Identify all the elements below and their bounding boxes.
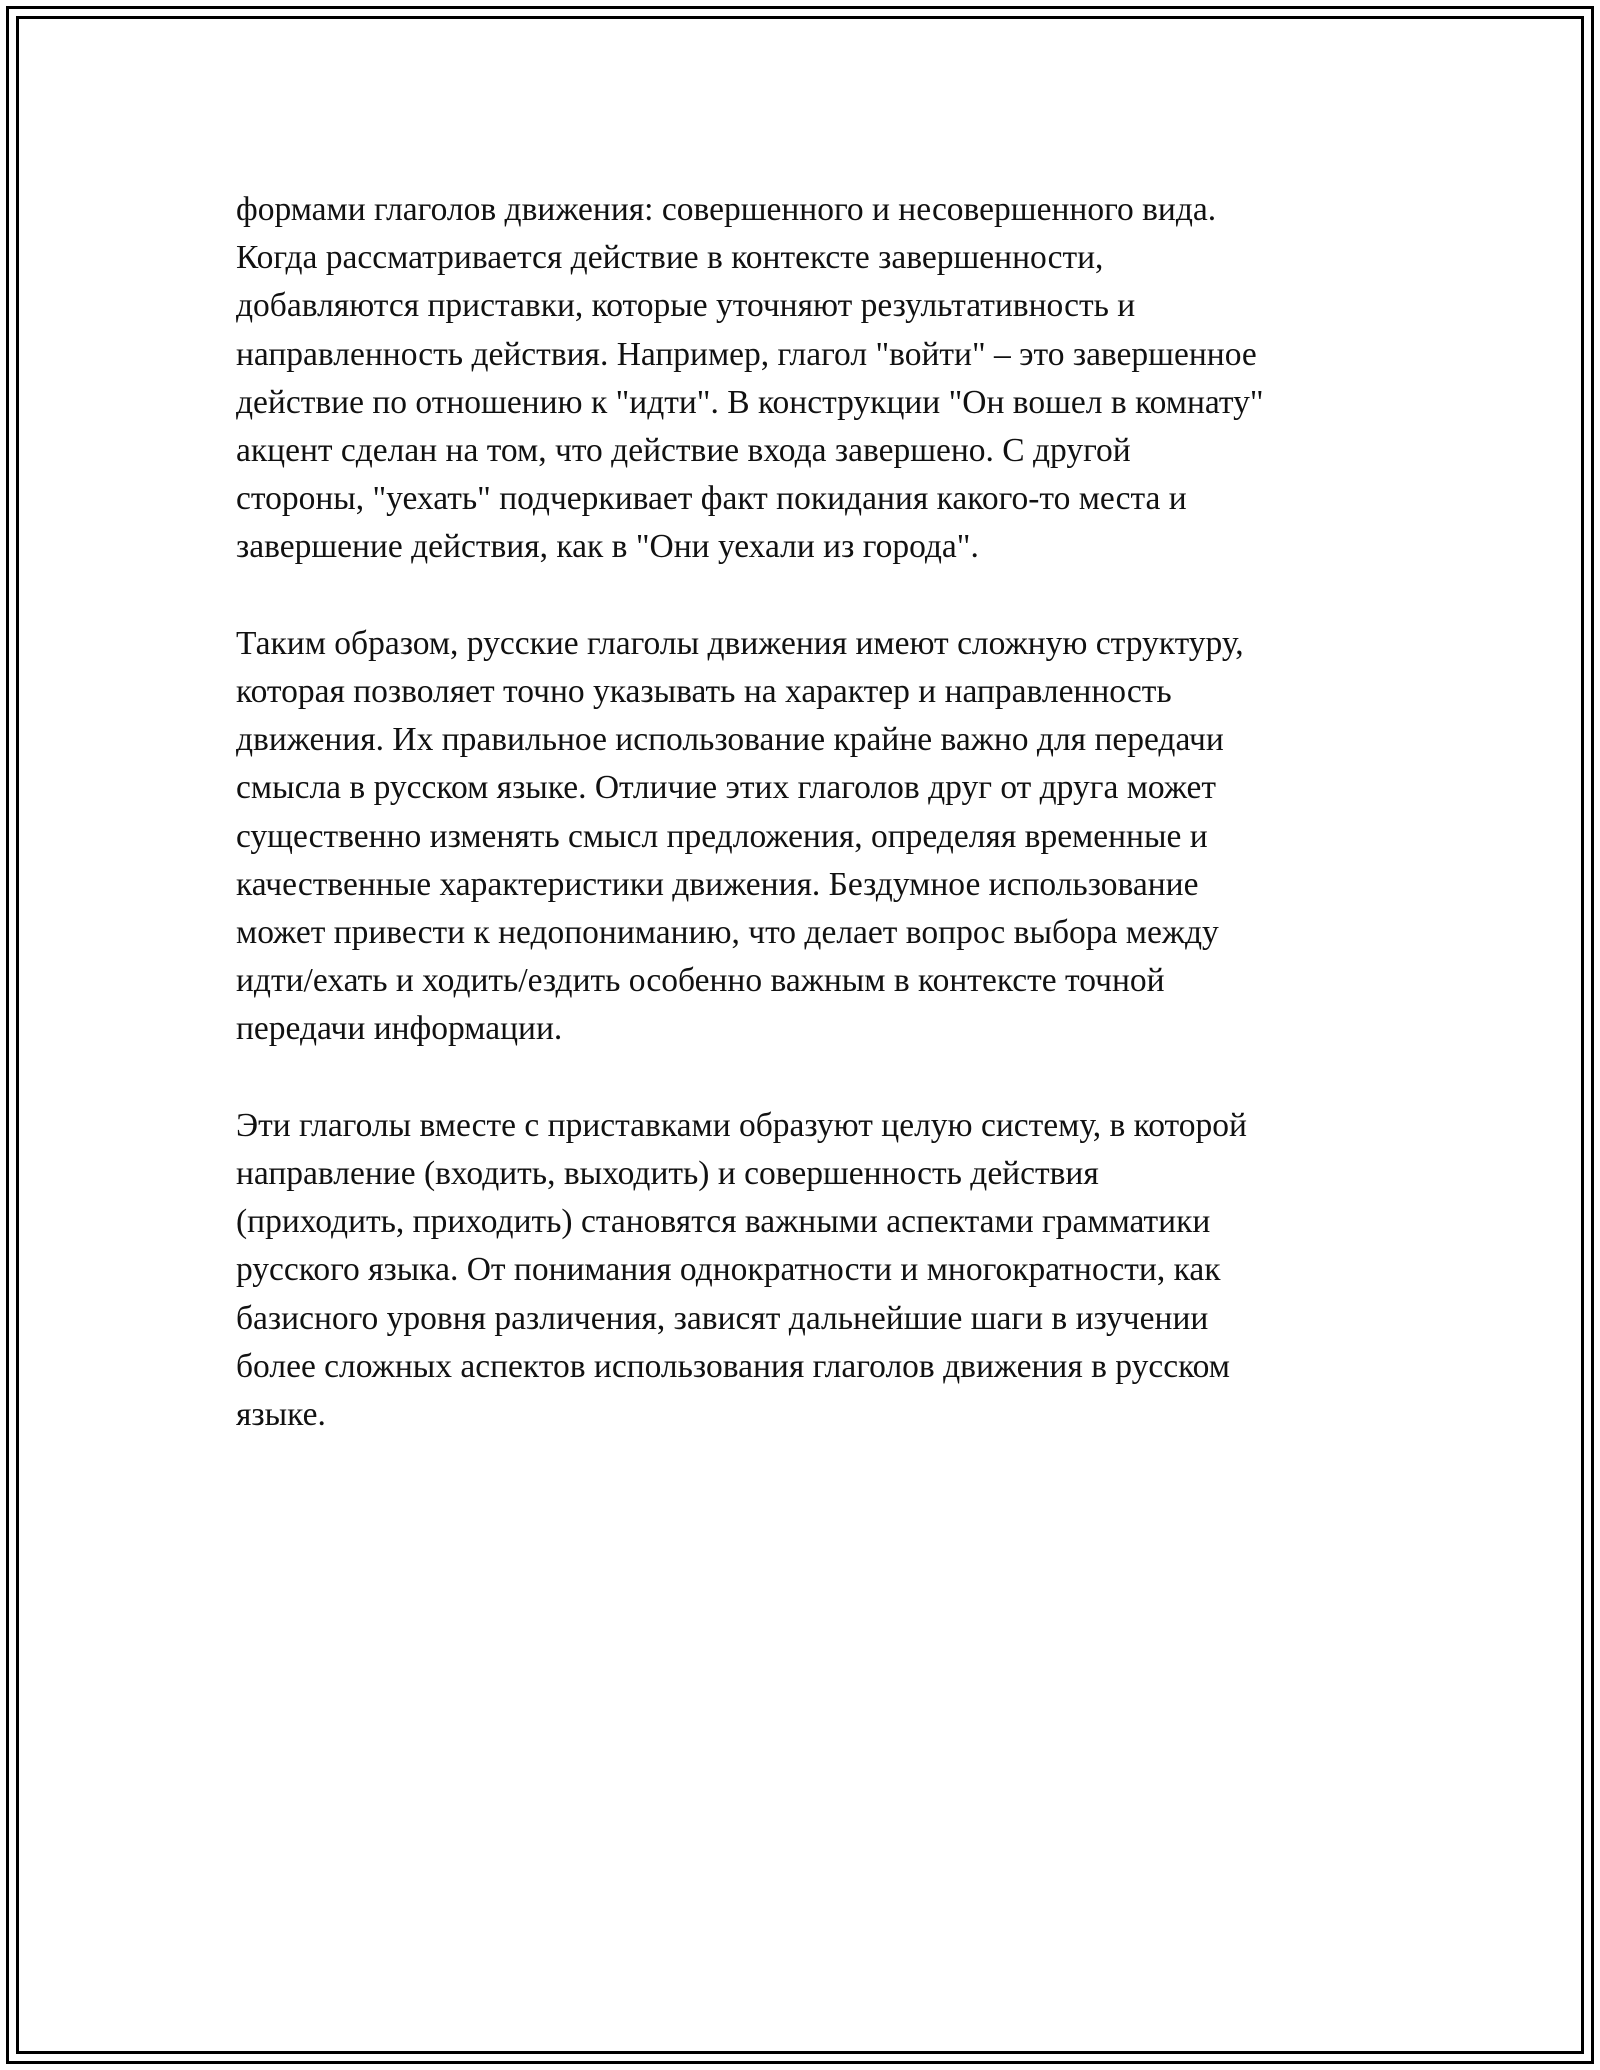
text-line: языке. bbox=[236, 1396, 326, 1434]
text-line: передачи информации. bbox=[236, 1010, 563, 1048]
text-line: которая позволяет точно указывать на характер и направленность bbox=[236, 673, 1172, 711]
text-line: Эти глаголы вместе с приставками образуют целую систему, в которой bbox=[236, 1106, 1247, 1144]
text-line: акцент сделан на том, что действие входа завершено. С другой bbox=[236, 432, 1131, 470]
text-line: добавляются приставки, которые уточняют результативность и bbox=[236, 287, 1136, 325]
paragraph-2 bbox=[236, 620, 1386, 1054]
text-line: базисного уровня различения, зависят дальнейшие шаги в изучении bbox=[236, 1299, 1209, 1337]
paragraph-3 bbox=[236, 1102, 1386, 1439]
paragraph-1 bbox=[236, 186, 1386, 572]
text-line: (приходить, приходить) становятся важными аспектами грамматики bbox=[236, 1203, 1211, 1241]
text-line: движения. Их правильное использование крайне важно для передачи bbox=[236, 721, 1224, 759]
text-line: может привести к недопониманию, что делает вопрос выбора между bbox=[236, 914, 1219, 952]
text-line: идти/ехать и ходить/ездить особенно важным в контексте точной bbox=[236, 962, 1165, 1000]
text-line: формами глаголов движения: совершенного и несовершенного вида. bbox=[236, 191, 1217, 228]
text-line: Когда рассматривается действие в контексте завершенности, bbox=[236, 239, 1104, 277]
text-line: направление (входить, выходить) и совершенность действия bbox=[236, 1155, 1099, 1193]
document-body bbox=[236, 186, 1386, 1487]
text-line: направленность действия. Например, глагол "войти" – это завершенное bbox=[236, 335, 1257, 373]
text-line: стороны, "уехать" подчеркивает факт покидания какого-то места и bbox=[236, 480, 1187, 518]
text-line: качественные характеристики движения. Бездумное использование bbox=[236, 865, 1199, 903]
text-line: смысла в русском языке. Отличие этих глаголов друг от друга может bbox=[236, 769, 1217, 807]
text-line: более сложных аспектов использования глаголов движения в русском bbox=[236, 1347, 1230, 1385]
text-line: действие по отношению к "идти". В конструкции "Он вошел в комнату" bbox=[236, 383, 1264, 421]
text-line: существенно изменять смысл предложения, определяя временные и bbox=[236, 817, 1208, 855]
text-line: русского языка. От понимания однократности и многократности, как bbox=[236, 1251, 1221, 1289]
text-line: Таким образом, русские глаголы движения имеют сложную структуру, bbox=[236, 624, 1244, 662]
text-line: завершение действия, как в "Они уехали из города". bbox=[236, 528, 979, 566]
